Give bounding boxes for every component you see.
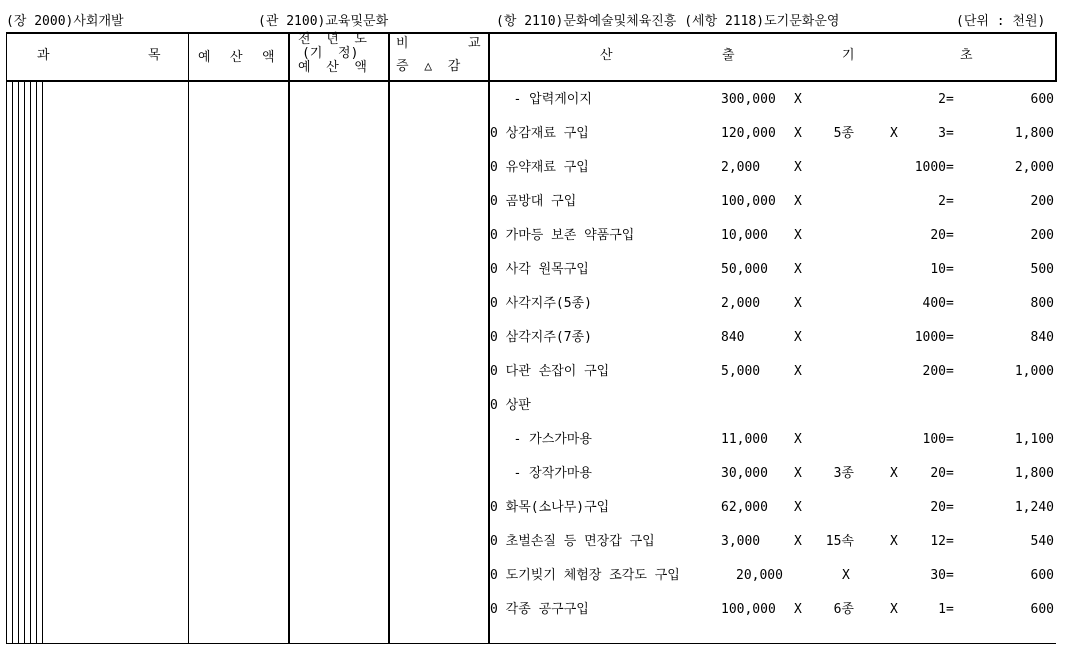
row-x1: X: [794, 500, 802, 515]
row-name: 0 가마등 보존 약품구입: [490, 228, 635, 243]
row-name: 0 상판: [490, 398, 531, 413]
row-eq: =: [946, 602, 954, 617]
header-calc-san: 산: [600, 48, 613, 63]
subject-hierarchy-line: [30, 82, 31, 644]
row-eq: =: [946, 194, 954, 209]
row-total: 200: [1030, 228, 1054, 243]
table-row: [490, 329, 1060, 363]
row-q2: 20: [930, 500, 946, 515]
table-row: [490, 295, 1060, 329]
col-divider-budget: [188, 32, 189, 644]
header-budget-ye: 예: [198, 50, 211, 65]
row-price: 50,000: [721, 262, 768, 277]
table-top-border: [6, 32, 1056, 34]
col-divider-prev: [288, 32, 290, 644]
table-row: [490, 261, 1060, 295]
row-x2: X: [890, 534, 898, 549]
row-name: 0 도기빚기 체험장 조각도 구입: [490, 568, 680, 583]
row-eq: =: [946, 296, 954, 311]
row-q2: 200: [922, 364, 946, 379]
row-x1: X: [794, 92, 802, 107]
row-q2: 100: [922, 432, 946, 447]
row-eq: =: [946, 330, 954, 345]
row-x1: X: [794, 330, 802, 345]
row-q2: 1000: [914, 160, 946, 175]
header-mok: 목: [148, 48, 161, 63]
row-price: 2,000: [721, 160, 761, 175]
row-price: 10,000: [721, 228, 768, 243]
row-name: 0 곰방대 구입: [490, 194, 577, 209]
row-price: 30,000: [721, 466, 768, 481]
left-border: [6, 32, 7, 644]
row-total: 600: [1030, 602, 1054, 617]
row-price: 300,000: [721, 92, 776, 107]
row-x1: X: [794, 126, 802, 141]
right-border: [1055, 32, 1057, 82]
table-row: [490, 363, 1060, 397]
gwan-label: (관 2100)교육및문화: [258, 14, 389, 29]
row-q1: 6종: [833, 602, 854, 617]
row-total: 1,000: [1014, 364, 1054, 379]
subject-hierarchy-line: [12, 82, 13, 644]
row-q2: 20: [930, 466, 946, 481]
row-price: 3,000: [721, 534, 761, 549]
row-name: 0 사각 원목구입: [490, 262, 589, 277]
row-price: 5,000: [721, 364, 761, 379]
row-price: 11,000: [721, 432, 768, 447]
hang-label: (항 2110)문화예술및체육진흥 (세항 2118)도기문화운영: [496, 14, 840, 29]
row-x1: X: [794, 432, 802, 447]
row-x1: X: [794, 160, 802, 175]
row-price: 100,000: [721, 602, 776, 617]
table-row: [490, 431, 1060, 465]
row-price: 100,000: [721, 194, 776, 209]
row-name: 0 각종 공구구입: [490, 602, 589, 617]
header-calc-gi: 기: [842, 48, 855, 63]
table-row: [490, 567, 1060, 601]
row-eq: =: [946, 534, 954, 549]
row-eq: =: [946, 466, 954, 481]
row-q2: 3: [938, 126, 946, 141]
table-row: [490, 499, 1060, 533]
table-bottom-border: [6, 643, 1056, 644]
row-name: - 압력게이지: [490, 92, 592, 107]
row-eq: =: [946, 92, 954, 107]
header-cmp-bi: 비: [396, 36, 409, 51]
header-prev-line2: (기 정): [302, 46, 359, 61]
jang-label: (장 2000)사회개발: [6, 14, 124, 29]
row-x1: X: [794, 534, 802, 549]
row-total: 800: [1030, 296, 1054, 311]
row-name: 0 상감재료 구입: [490, 126, 589, 141]
table-row: [490, 193, 1060, 227]
table-row: [490, 397, 1060, 431]
row-total: 1,100: [1014, 432, 1054, 447]
row-total: 1,240: [1014, 500, 1054, 515]
row-name: 0 화목(소나무)구입: [490, 500, 610, 515]
table-row: [490, 91, 1060, 125]
row-q2: 1: [938, 602, 946, 617]
row-q2: 10: [930, 262, 946, 277]
row-x1: X: [794, 296, 802, 311]
row-eq: =: [946, 364, 954, 379]
header-bottom-border: [6, 80, 1056, 82]
row-total: 1,800: [1014, 466, 1054, 481]
table-row: [490, 227, 1060, 261]
row-x2: X: [890, 466, 898, 481]
row-total: 540: [1030, 534, 1054, 549]
row-total: 500: [1030, 262, 1054, 277]
row-name: 0 유약재료 구입: [490, 160, 589, 175]
row-name: 0 초벌손질 등 면장갑 구입: [490, 534, 655, 549]
row-eq: =: [946, 126, 954, 141]
row-x1: X: [794, 602, 802, 617]
row-total: 200: [1030, 194, 1054, 209]
row-q2: 2: [938, 92, 946, 107]
row-total: 1,800: [1014, 126, 1054, 141]
subject-hierarchy-line: [42, 82, 43, 644]
header-gwa: 과: [37, 48, 50, 63]
header-cmp-gyo: 교: [468, 36, 481, 51]
row-total: 600: [1030, 568, 1054, 583]
table-row: [490, 601, 1060, 635]
row-q2: 2: [938, 194, 946, 209]
row-name: 0 다관 손잡이 구입: [490, 364, 610, 379]
unit-label: (단위 : 천원): [956, 14, 1046, 29]
row-eq: =: [946, 432, 954, 447]
header-budget-san: 산: [230, 50, 243, 65]
row-q2: 30: [930, 568, 946, 583]
row-price: 840: [721, 330, 745, 345]
subject-hierarchy-line: [36, 82, 37, 644]
row-eq: =: [946, 228, 954, 243]
table-row: [490, 125, 1060, 159]
header-budget-aek: 액: [262, 50, 275, 65]
header-calc-cho: 초: [960, 48, 973, 63]
row-x2: X: [890, 126, 898, 141]
header-prev-line3: 예 산 액: [298, 60, 367, 75]
row-price: 2,000: [721, 296, 761, 311]
col-divider-compare: [388, 32, 390, 644]
row-price: 20,000: [736, 568, 783, 583]
row-eq: =: [946, 160, 954, 175]
row-total: 600: [1030, 92, 1054, 107]
row-eq: =: [946, 500, 954, 515]
row-name: - 가스가마용: [490, 432, 592, 447]
row-x1: X: [794, 262, 802, 277]
subject-hierarchy-line: [18, 82, 19, 644]
row-name: 0 삼각지주(7종): [490, 330, 592, 345]
row-x1: X: [794, 466, 802, 481]
row-name: - 장작가마용: [490, 466, 592, 481]
row-q2: 12: [930, 534, 946, 549]
row-eq: =: [946, 262, 954, 277]
row-total: 2,000: [1014, 160, 1054, 175]
header-prev-line1: 전 년 도: [298, 32, 367, 47]
row-total: 840: [1030, 330, 1054, 345]
row-x1: X: [794, 194, 802, 209]
row-q1: 15속: [825, 534, 854, 549]
header-cmp-change: 증 △ 감: [396, 59, 461, 74]
row-eq: =: [946, 568, 954, 583]
row-price: 120,000: [721, 126, 776, 141]
row-price: 62,000: [721, 500, 768, 515]
row-name: 0 사각지주(5종): [490, 296, 592, 311]
header-calc-chul: 출: [722, 48, 735, 63]
row-q2: 20: [930, 228, 946, 243]
table-row: [490, 465, 1060, 499]
subject-hierarchy-line: [24, 82, 25, 644]
row-q1: 3종: [833, 466, 854, 481]
row-q2: 400: [922, 296, 946, 311]
table-row: [490, 159, 1060, 193]
row-q2: 1000: [914, 330, 946, 345]
table-row: [490, 533, 1060, 567]
row-x2: X: [890, 602, 898, 617]
row-x1: X: [842, 568, 850, 583]
row-x1: X: [794, 364, 802, 379]
row-q1: 5종: [833, 126, 854, 141]
row-x1: X: [794, 228, 802, 243]
